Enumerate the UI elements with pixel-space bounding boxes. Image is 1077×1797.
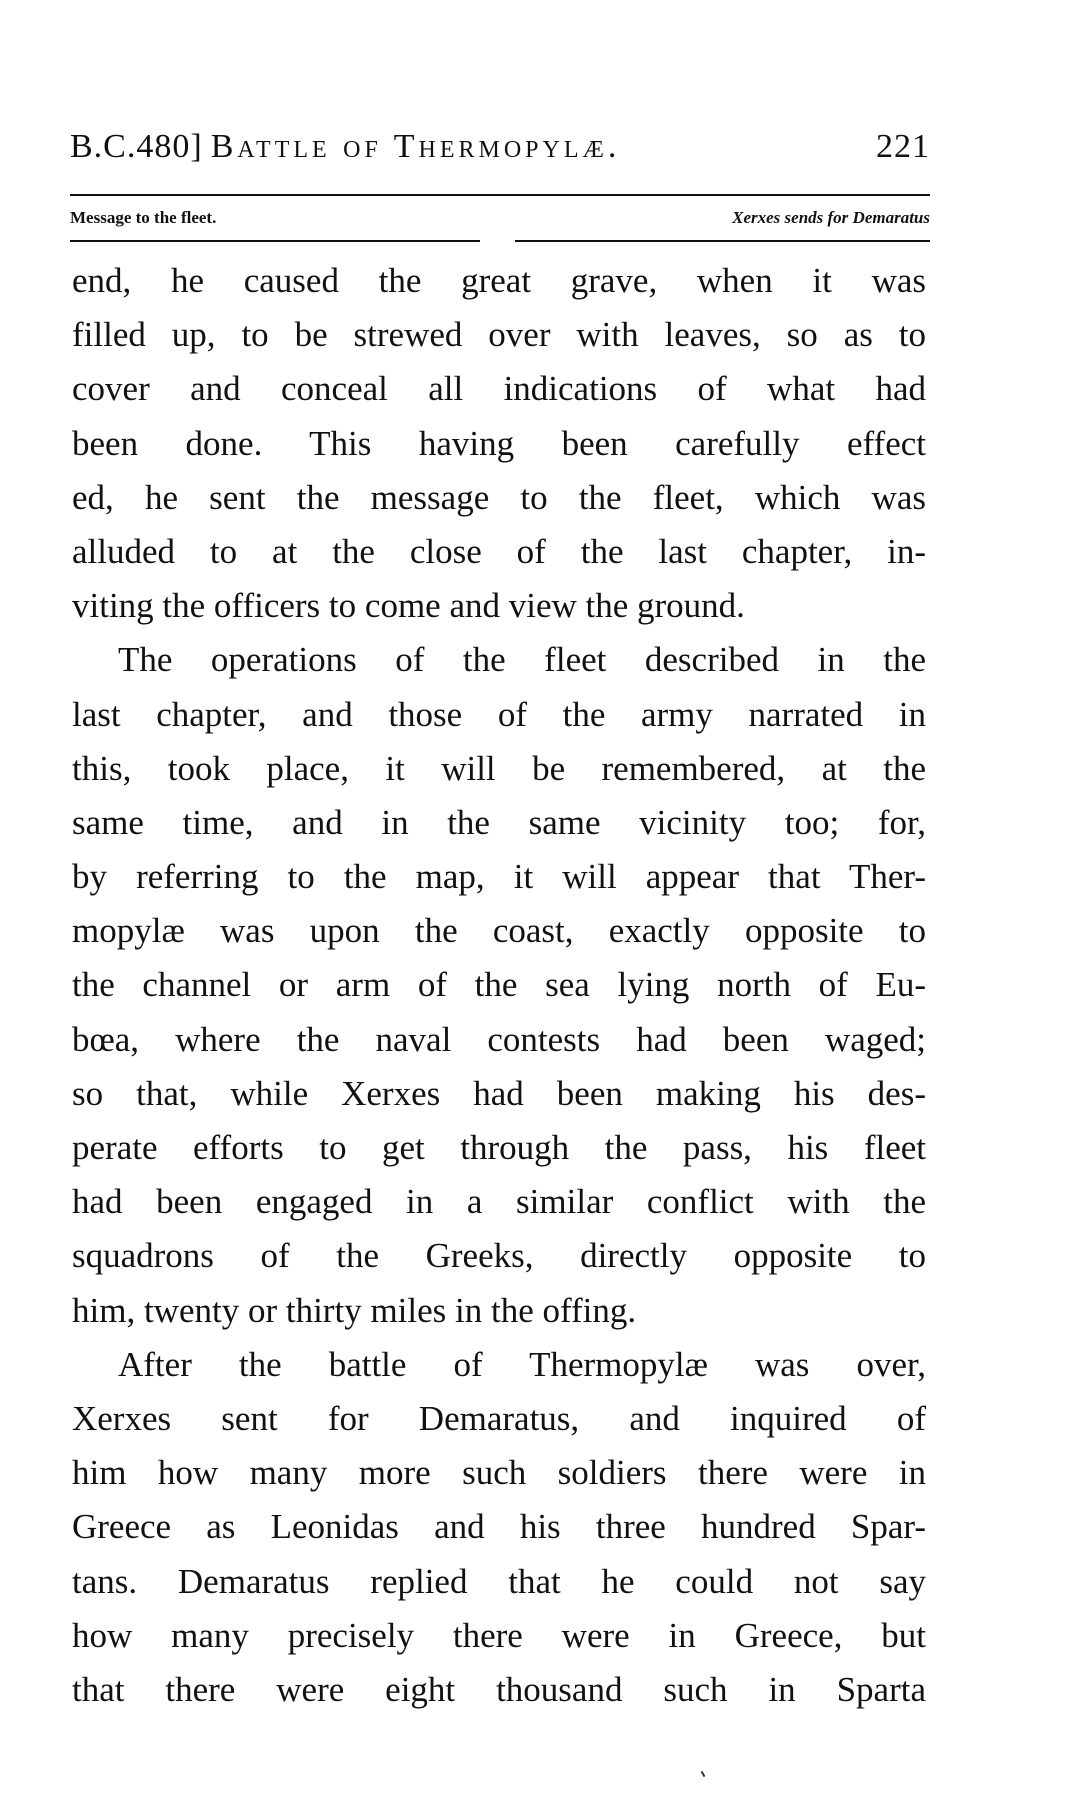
- text-line: Greece as Leonidas and his three hundred Spar-: [72, 1507, 926, 1547]
- body-text: [72, 254, 926, 1717]
- text-line: this, took place, it will be remembered, at the: [72, 748, 926, 788]
- text-line: the channel or arm of the sea lying north of Eu-: [72, 965, 926, 1005]
- text-line: him how many more such soldiers there were in: [72, 1453, 926, 1493]
- subheads: [70, 208, 930, 234]
- text-line: filled up, to be strewed over with leaves, so as to: [72, 315, 926, 355]
- text-line: mopylæ was upon the coast, exactly opposite to: [72, 911, 926, 951]
- subhead-rule-left: [70, 240, 480, 242]
- text-line: last chapter, and those of the army narrated in: [72, 694, 926, 734]
- text-line: bœa, where the naval contests had been waged;: [72, 1019, 926, 1059]
- text-line: him, twenty or thirty miles in the offing.: [72, 1290, 637, 1330]
- running-head: [70, 128, 930, 178]
- text-line: had been engaged in a similar conflict with the: [72, 1182, 926, 1222]
- text-line: end, he caused the great grave, when it was: [72, 261, 926, 300]
- running-head-date: B.C.480]: [70, 128, 203, 165]
- text-line: viting the officers to come and view the ground.: [72, 586, 745, 626]
- text-line: same time, and in the same vicinity too; for,: [72, 802, 926, 842]
- paragraph-1: [72, 254, 926, 633]
- text-line: been done. This having been carefully effect: [72, 423, 926, 463]
- header-rule: [70, 194, 930, 196]
- text-line: After the battle of Thermopylæ was over,: [118, 1344, 926, 1384]
- text-line: alluded to at the close of the last chapter, in-: [72, 531, 926, 571]
- text-line: that there were eight thousand such in Sparta: [72, 1669, 926, 1709]
- running-head-title: Battle of Thermopylæ.: [210, 128, 621, 165]
- text-line: tans. Demaratus replied that he could not say: [72, 1561, 926, 1601]
- running-head-left: [70, 128, 620, 166]
- subhead-left: Message to the fleet.: [70, 208, 217, 227]
- text-line: ed, he sent the message to the fleet, which was: [72, 477, 926, 517]
- text-line: so that, while Xerxes had been making his des-: [72, 1073, 926, 1113]
- subhead-right: Xerxes sends for Demaratus: [732, 208, 930, 227]
- page-number: 221: [876, 128, 930, 165]
- subhead-rule-right: [515, 240, 930, 242]
- text-line: Xerxes sent for Demaratus, and inquired of: [72, 1398, 926, 1438]
- paragraph-3: [72, 1338, 926, 1717]
- text-line: The operations of the fleet described in the: [118, 640, 926, 680]
- text-line: by referring to the map, it will appear that Ther-: [72, 857, 926, 897]
- text-line: how many precisely there were in Greece, but: [72, 1615, 926, 1655]
- paragraph-2: [72, 633, 926, 1337]
- text-line: perate efforts to get through the pass, his fleet: [72, 1128, 926, 1167]
- scan-speck: [701, 1771, 706, 1777]
- text-line: cover and conceal all indications of what had: [72, 369, 926, 409]
- text-line: squadrons of the Greeks, directly opposite to: [72, 1236, 926, 1276]
